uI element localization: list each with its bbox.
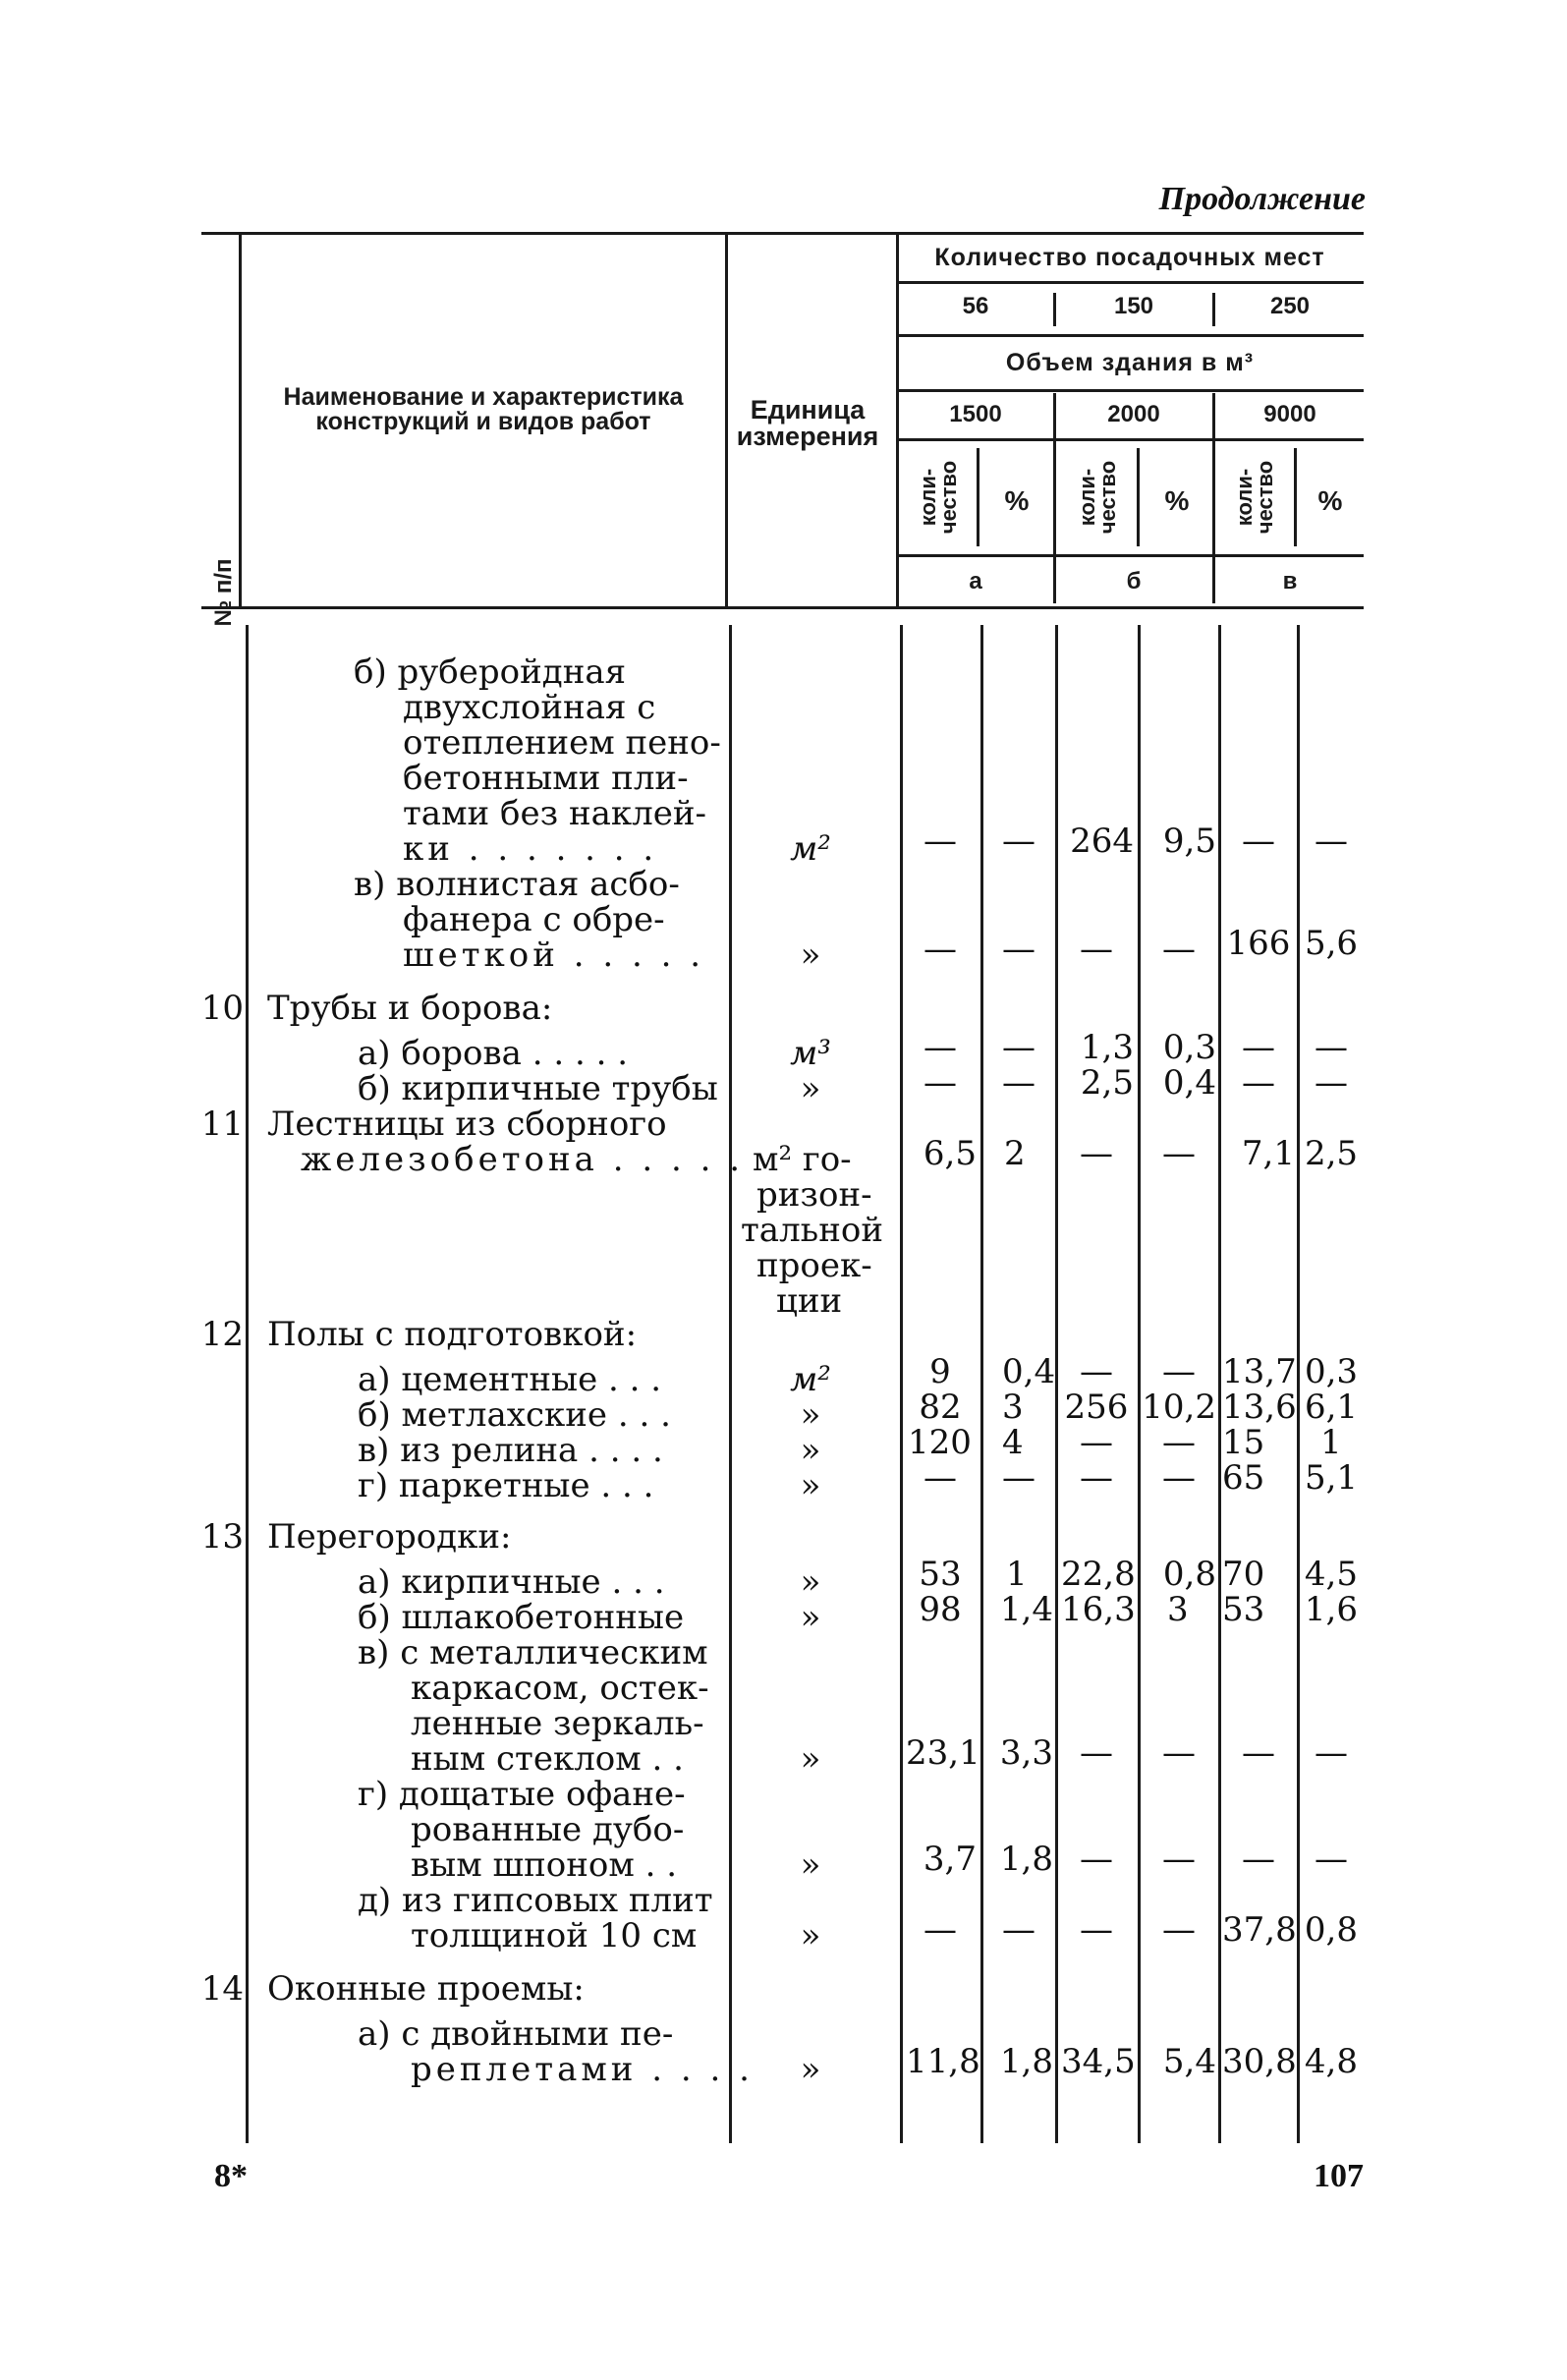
row-11-line-2: железобетона . . . . . xyxy=(301,1140,745,1179)
header-seats-title: Количество посадочных мест xyxy=(934,244,1325,271)
page-number: 107 xyxy=(1314,2158,1364,2194)
row-13g-val-c-qty: — xyxy=(1242,1840,1275,1879)
header-volume-1500: 1500 xyxy=(949,401,1002,427)
row-13b-val-a-qty: 98 xyxy=(919,1590,962,1629)
continuation-label: Продолжение xyxy=(1158,181,1366,217)
row-11-unit-line-2: ризон- xyxy=(756,1175,872,1215)
row-13g-val-b-qty: — xyxy=(1080,1840,1113,1879)
header-seats-150: 150 xyxy=(1113,293,1154,319)
body-divider-unit xyxy=(900,625,903,2143)
row-13a-val-c-qty: 70 xyxy=(1222,1555,1265,1594)
row-13v-val-b-qty: — xyxy=(1080,1733,1113,1773)
row-9b-line-4: бетонными пли- xyxy=(403,759,689,798)
row-10b-val-a-qty: — xyxy=(923,1063,957,1103)
body-divider-c-pct xyxy=(1297,625,1300,2143)
header-sep-sub-c xyxy=(1294,448,1297,546)
row-12a-val-b-pct: — xyxy=(1162,1352,1196,1391)
row-13b-val-b-qty: 16,3 xyxy=(1061,1590,1136,1629)
row-12g-val-b-pct: — xyxy=(1162,1458,1196,1498)
row-9b-val-a-pct: — xyxy=(1002,822,1035,861)
header-bottom-rule xyxy=(201,606,1364,609)
row-9b-val-b-qty: 264 xyxy=(1070,822,1134,861)
row-11-num: 11 xyxy=(200,1105,244,1144)
row-13v-line-2: каркасом, остек- xyxy=(411,1669,709,1708)
row-13g-line-3: вым шпоном . . xyxy=(411,1845,678,1885)
row-13d-val-a-qty: — xyxy=(923,1910,957,1950)
header-qty-c: коли-чество xyxy=(1232,460,1277,535)
row-14a-line-1: а) с двойными пе- xyxy=(358,2014,674,2054)
row-13d-val-b-qty: — xyxy=(1080,1910,1113,1950)
row-9v-line-1: в) волнистая асбо- xyxy=(354,865,680,904)
row-10a-val-c-pct: — xyxy=(1315,1028,1348,1067)
header-divider-unit xyxy=(896,234,899,608)
body-divider-num xyxy=(246,625,249,2143)
header-sep-groups-2 xyxy=(1212,558,1215,603)
header-rule-volume-title xyxy=(899,334,1364,337)
row-10b-label: б) кирпичные трубы xyxy=(358,1069,718,1108)
row-13d-val-c-pct: 0,8 xyxy=(1304,1910,1358,1950)
row-12a-val-a-pct: 0,4 xyxy=(1002,1352,1056,1391)
row-13g-val-a-pct: 1,8 xyxy=(999,1840,1053,1879)
row-14a-val-a-qty: 11,8 xyxy=(906,2042,980,2081)
row-13d-val-a-pct: — xyxy=(1002,1910,1035,1950)
row-12a-unit: м² xyxy=(790,1360,831,1399)
row-11-val-b-pct: — xyxy=(1162,1134,1196,1173)
row-12a-val-c-qty: 13,7 xyxy=(1222,1352,1297,1391)
header-sep-seats-2 xyxy=(1212,293,1215,326)
row-10b-val-a-pct: — xyxy=(1002,1063,1035,1103)
header-top-rule xyxy=(201,232,1364,235)
row-12a-val-b-qty: — xyxy=(1080,1352,1113,1391)
row-13b-label: б) шлакобетонные xyxy=(358,1598,685,1637)
row-11-unit-line-1: м² го- xyxy=(753,1140,852,1179)
row-14a-val-c-pct: 4,8 xyxy=(1304,2042,1358,2081)
row-12-num: 12 xyxy=(200,1315,244,1354)
row-11-unit-line-3: тальной xyxy=(741,1211,883,1250)
row-10a-unit: м³ xyxy=(790,1034,831,1073)
header-group-b: б xyxy=(1126,568,1142,595)
row-9v-val-a-pct: — xyxy=(1002,930,1035,969)
row-13v-line-1: в) с металлическим xyxy=(358,1633,708,1672)
row-13g-unit: » xyxy=(800,1845,821,1885)
row-12v-val-b-pct: — xyxy=(1162,1423,1196,1462)
row-12g-val-a-qty: — xyxy=(923,1458,957,1498)
row-12v-val-a-qty: 120 xyxy=(908,1423,972,1462)
signature-mark: 8* xyxy=(214,2158,248,2194)
row-10b-unit: » xyxy=(800,1069,821,1108)
row-13g-val-c-pct: — xyxy=(1315,1840,1348,1879)
row-13a-val-b-qty: 22,8 xyxy=(1061,1555,1136,1594)
header-divider-name xyxy=(725,234,728,608)
header-pct-a: % xyxy=(1004,485,1030,516)
row-10a-val-a-pct: — xyxy=(1002,1028,1035,1067)
header-rule-groups xyxy=(899,438,1364,441)
row-10a-val-c-qty: — xyxy=(1242,1028,1275,1067)
row-12b-val-b-qty: 256 xyxy=(1064,1388,1129,1427)
row-13b-val-c-qty: 53 xyxy=(1222,1590,1265,1629)
row-10-num: 10 xyxy=(200,989,244,1028)
row-13g-val-a-qty: 3,7 xyxy=(923,1840,977,1879)
row-12b-val-a-pct: 3 xyxy=(1002,1388,1024,1427)
row-14a-line-2: реплетами . . . . xyxy=(411,2050,754,2089)
header-rule-seats xyxy=(899,281,1364,284)
row-12g-val-a-pct: — xyxy=(1002,1458,1035,1498)
row-9b-unit: м² xyxy=(790,829,831,869)
row-13b-unit: » xyxy=(800,1598,821,1637)
row-13v-val-c-qty: — xyxy=(1242,1733,1275,1773)
row-12b-label: б) метлахские . . . xyxy=(358,1395,671,1435)
row-13b-val-c-pct: 1,6 xyxy=(1304,1590,1358,1629)
header-sep-groups-1 xyxy=(1053,558,1056,603)
header-volume-9000: 9000 xyxy=(1263,401,1316,427)
row-13b-val-a-pct: 1,4 xyxy=(999,1590,1053,1629)
row-14a-unit: » xyxy=(800,2050,821,2089)
row-14-num: 14 xyxy=(200,1969,244,2009)
header-rule-subcols xyxy=(899,554,1364,557)
row-13a-label: а) кирпичные . . . xyxy=(358,1562,665,1602)
row-13d-line-1: д) из гипсовых плит xyxy=(358,1881,713,1920)
row-13d-val-b-pct: — xyxy=(1162,1910,1196,1950)
row-9b-line-6: ки . . . . . . . xyxy=(403,829,658,869)
row-9v-val-b-qty: — xyxy=(1080,930,1113,969)
row-13v-val-a-pct: 3,3 xyxy=(999,1733,1053,1773)
row-13v-val-c-pct: — xyxy=(1315,1733,1348,1773)
row-13v-val-a-qty: 23,1 xyxy=(906,1733,980,1773)
header-volume-2000: 2000 xyxy=(1107,401,1160,427)
row-12b-val-c-pct: 6,1 xyxy=(1304,1388,1359,1427)
row-11-val-a-qty: 6,5 xyxy=(923,1134,977,1173)
row-12v-val-a-pct: 4 xyxy=(1002,1423,1024,1462)
row-12v-label: в) из релина . . . . xyxy=(358,1431,663,1470)
row-9b-val-a-qty: — xyxy=(923,822,957,861)
row-13a-val-a-qty: 53 xyxy=(919,1555,962,1594)
header-pct-b: % xyxy=(1164,485,1190,516)
header-sep-vol-1 xyxy=(1053,393,1056,560)
header-pct-c: % xyxy=(1317,485,1343,516)
header-qty-a: коли-чество xyxy=(916,460,961,535)
row-9v-unit: » xyxy=(800,935,821,975)
body-divider-b-pct xyxy=(1138,625,1141,2143)
row-9v-val-a-qty: — xyxy=(923,930,957,969)
row-9b-line-5: тами без наклей- xyxy=(403,794,706,833)
header-group-c: в xyxy=(1282,568,1298,595)
row-12v-val-c-pct: 1 xyxy=(1320,1423,1342,1462)
row-10a-val-b-qty: 1,3 xyxy=(1080,1028,1134,1067)
row-13v-line-3: ленные зеркаль- xyxy=(411,1704,704,1743)
row-14a-val-b-qty: 34,5 xyxy=(1061,2042,1136,2081)
header-sep-sub-b xyxy=(1137,448,1140,546)
header-divider-num xyxy=(239,234,242,608)
row-13a-val-a-pct: 1 xyxy=(1006,1555,1028,1594)
row-12v-val-b-qty: — xyxy=(1080,1423,1113,1462)
row-9b-val-c-qty: — xyxy=(1242,822,1275,861)
row-11-val-b-qty: — xyxy=(1080,1134,1113,1173)
row-10b-val-b-qty: 2,5 xyxy=(1080,1063,1134,1103)
body-divider-c-qty xyxy=(1218,625,1221,2143)
row-13-title: Перегородки: xyxy=(267,1517,512,1557)
row-12b-unit: » xyxy=(800,1395,821,1435)
row-12a-val-c-pct: 0,3 xyxy=(1304,1352,1359,1391)
row-13d-val-c-qty: 37,8 xyxy=(1222,1910,1297,1950)
row-11-val-a-pct: 2 xyxy=(1004,1134,1026,1173)
header-sep-sub-a xyxy=(977,448,979,546)
row-13v-line-4: ным стеклом . . xyxy=(411,1739,684,1779)
row-9v-line-2: фанера с обре- xyxy=(403,900,665,939)
row-12g-val-c-pct: 5,1 xyxy=(1304,1458,1359,1498)
row-13g-val-b-pct: — xyxy=(1162,1840,1196,1879)
row-13g-line-1: г) дощатые офане- xyxy=(358,1775,686,1814)
row-9v-val-b-pct: — xyxy=(1162,930,1196,969)
row-12v-val-c-qty: 15 xyxy=(1222,1423,1265,1462)
row-9v-line-3: шеткой . . . . . xyxy=(403,935,704,975)
row-9v-val-c-qty: 166 xyxy=(1226,924,1291,963)
row-9b-val-b-pct: 9,5 xyxy=(1162,822,1216,861)
header-sep-seats-1 xyxy=(1053,293,1056,326)
row-13v-unit: » xyxy=(800,1739,821,1779)
row-10a-val-a-qty: — xyxy=(923,1028,957,1067)
row-11-unit-line-4: проек- xyxy=(756,1246,872,1285)
row-11-line-1: Лестницы из сборного xyxy=(267,1105,667,1144)
row-10a-label: а) борова . . . . . xyxy=(358,1034,629,1073)
row-12g-val-c-qty: 65 xyxy=(1222,1458,1265,1498)
row-13d-line-2: толщиной 10 см xyxy=(411,1916,698,1955)
header-seats-250: 250 xyxy=(1269,293,1311,319)
body-divider-name xyxy=(729,625,732,2143)
row-11-unit-line-5: ции xyxy=(776,1281,843,1321)
row-14a-val-a-pct: 1,8 xyxy=(999,2042,1053,2081)
row-12g-label: г) паркетные . . . xyxy=(358,1466,654,1505)
row-12g-unit: » xyxy=(800,1466,821,1505)
row-12b-val-c-qty: 13,6 xyxy=(1222,1388,1297,1427)
row-9b-line-3: отеплением пено- xyxy=(403,723,721,763)
row-11-val-c-qty: 7,1 xyxy=(1241,1134,1295,1173)
header-qty-b: коли-чество xyxy=(1075,460,1120,535)
row-12b-val-a-qty: 82 xyxy=(919,1388,962,1427)
row-14-title: Оконные проемы: xyxy=(267,1969,585,2009)
row-13a-val-b-pct: 0,8 xyxy=(1162,1555,1216,1594)
header-seats-56: 56 xyxy=(962,293,989,319)
row-14a-val-c-qty: 30,8 xyxy=(1222,2042,1297,2081)
row-13v-val-b-pct: — xyxy=(1162,1733,1196,1773)
body-divider-a-pct xyxy=(980,625,983,2143)
row-10b-val-c-pct: — xyxy=(1315,1063,1348,1103)
row-12g-val-b-qty: — xyxy=(1080,1458,1113,1498)
header-group-a: а xyxy=(969,568,982,595)
row-10b-val-b-pct: 0,4 xyxy=(1162,1063,1216,1103)
row-12a-val-a-qty: 9 xyxy=(929,1352,951,1391)
row-12-title: Полы с подготовкой: xyxy=(267,1315,638,1354)
row-9b-val-c-pct: — xyxy=(1315,822,1348,861)
row-13a-unit: » xyxy=(800,1562,821,1602)
row-9v-val-c-pct: 5,6 xyxy=(1304,924,1359,963)
row-14a-val-b-pct: 5,4 xyxy=(1162,2042,1216,2081)
row-13a-val-c-pct: 4,5 xyxy=(1304,1555,1358,1594)
header-col-unit: Единица измерения xyxy=(736,395,879,451)
row-10b-val-c-qty: — xyxy=(1242,1063,1275,1103)
row-13d-unit: » xyxy=(800,1916,821,1955)
header-col-num: № п/п xyxy=(210,558,237,627)
header-rule-volumes xyxy=(899,389,1364,392)
header-sep-vol-2 xyxy=(1212,393,1215,560)
row-13b-val-b-pct: 3 xyxy=(1167,1590,1189,1629)
body-divider-b-qty xyxy=(1055,625,1058,2143)
row-10-title: Трубы и борова: xyxy=(267,989,553,1028)
header-col-name: Наименование и характеристика конструкций и видов работ xyxy=(283,383,684,435)
header-volume-title: Объем здания в м³ xyxy=(1005,349,1255,376)
row-9b-line-1: б) руберойдная xyxy=(354,652,627,692)
row-12v-unit: » xyxy=(800,1431,821,1470)
row-11-val-c-pct: 2,5 xyxy=(1304,1134,1359,1173)
row-9b-line-2: двухслойная с xyxy=(403,688,656,727)
row-13g-line-2: рованные дубо- xyxy=(411,1810,685,1849)
row-12a-label: а) цементные . . . xyxy=(358,1360,662,1399)
row-13-num: 13 xyxy=(200,1517,244,1557)
row-10a-val-b-pct: 0,3 xyxy=(1162,1028,1216,1067)
row-12b-val-b-pct: 10,2 xyxy=(1142,1388,1216,1427)
